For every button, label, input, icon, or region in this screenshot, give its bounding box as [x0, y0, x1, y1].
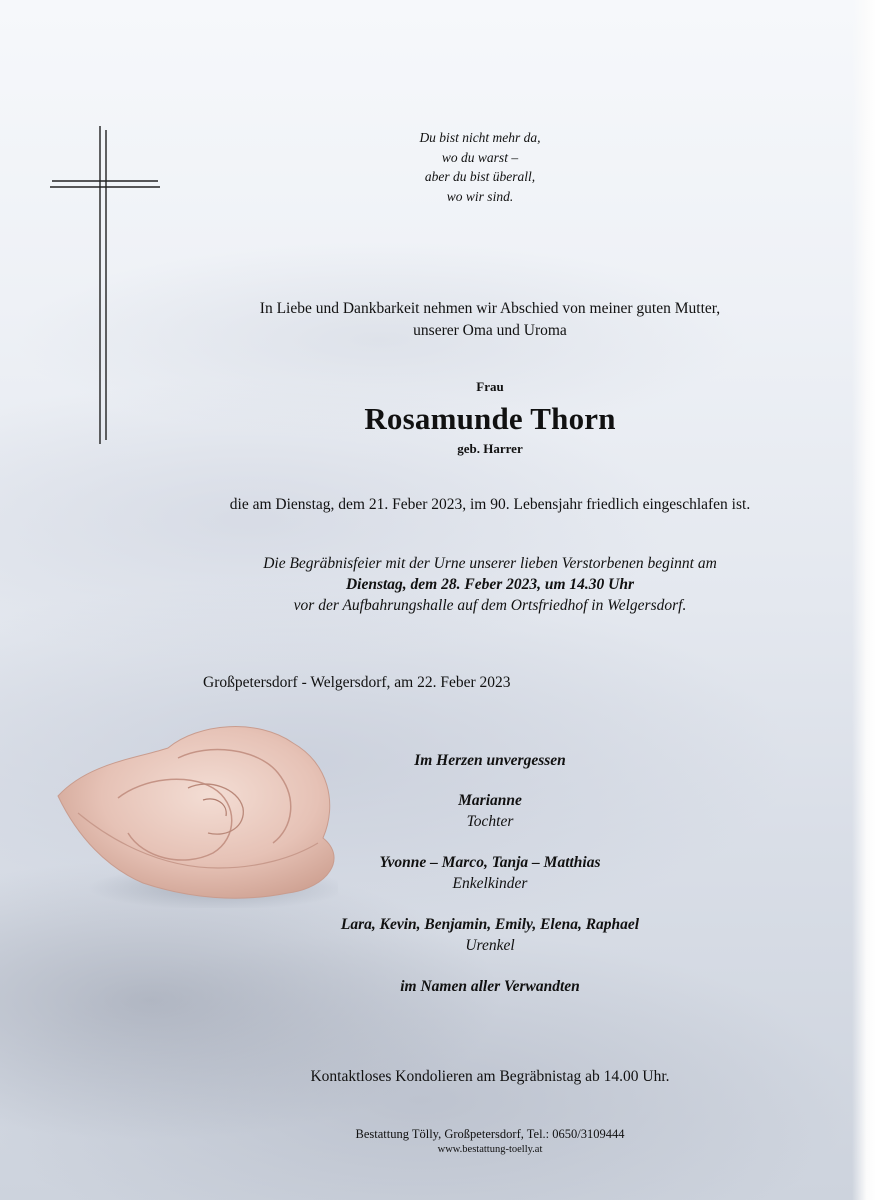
- mourner-group: [250, 790, 730, 832]
- mourner-names: Lara, Kevin, Benjamin, Emily, Elena, Raphael: [340, 916, 640, 933]
- funeral-location: vor der Aufbahrungshalle auf dem Ortsfriedhof in Welgersdorf.: [293, 597, 687, 614]
- undertaker-info: [100, 1126, 876, 1158]
- deceased-maiden-name: geb. Harrer: [457, 441, 523, 456]
- intro-text: [100, 298, 876, 342]
- mourner-group: [250, 852, 730, 894]
- cross-icon: [50, 126, 160, 444]
- mourners-footer: im Namen aller Verwandten: [400, 978, 580, 995]
- paper-edge: [852, 0, 876, 1200]
- mourner-relation: Enkelkinder: [452, 875, 528, 892]
- poem-line: Du bist nicht mehr da,: [419, 130, 541, 145]
- poem-line: wo wir sind.: [446, 188, 514, 204]
- poem-line: aber du bist überall,: [424, 169, 536, 184]
- intro-line-2: unserer Oma und Uroma: [413, 322, 567, 339]
- deceased-title: Frau: [476, 379, 504, 394]
- funeral-line: Die Begräbnisfeier mit der Urne unserer lieben Verstorbenen beginnt am: [263, 555, 717, 572]
- death-notice: die am Dienstag, dem 21. Feber 2023, im 90. Lebensjahr friedlich eingeschlafen ist.: [229, 496, 751, 513]
- mourner-names: Yvonne – Marco, Tanja – Matthias: [379, 854, 601, 871]
- mourner-relation: Urenkel: [465, 937, 515, 954]
- mourner-names: Marianne: [458, 792, 522, 809]
- funeral-info: [100, 553, 876, 616]
- mourner-group: [250, 914, 730, 956]
- undertaker-website: www.bestattung-toelly.at: [437, 1144, 543, 1155]
- deceased-name: Rosamunde Thorn: [364, 401, 616, 436]
- condolence-note: Kontaktloses Kondolieren am Begräbnistag ab 14.00 Uhr.: [310, 1068, 670, 1085]
- poem: [360, 128, 600, 206]
- mourner-relation: Tochter: [466, 813, 514, 830]
- mourners-section: [250, 750, 730, 997]
- funeral-datetime: Dienstag, dem 28. Feber 2023, um 14.30 Uhr: [345, 576, 635, 593]
- intro-line-1: In Liebe und Dankbarkeit nehmen wir Abschied von meiner guten Mutter,: [259, 300, 721, 317]
- mourners-heading: Im Herzen unvergessen: [414, 752, 566, 769]
- undertaker-line: Bestattung Tölly, Großpetersdorf, Tel.: 0650/3109444: [355, 1127, 625, 1141]
- poem-line: wo du warst –: [441, 149, 519, 165]
- place-date: Großpetersdorf - Welgersdorf, am 22. Feber 2023: [203, 674, 511, 691]
